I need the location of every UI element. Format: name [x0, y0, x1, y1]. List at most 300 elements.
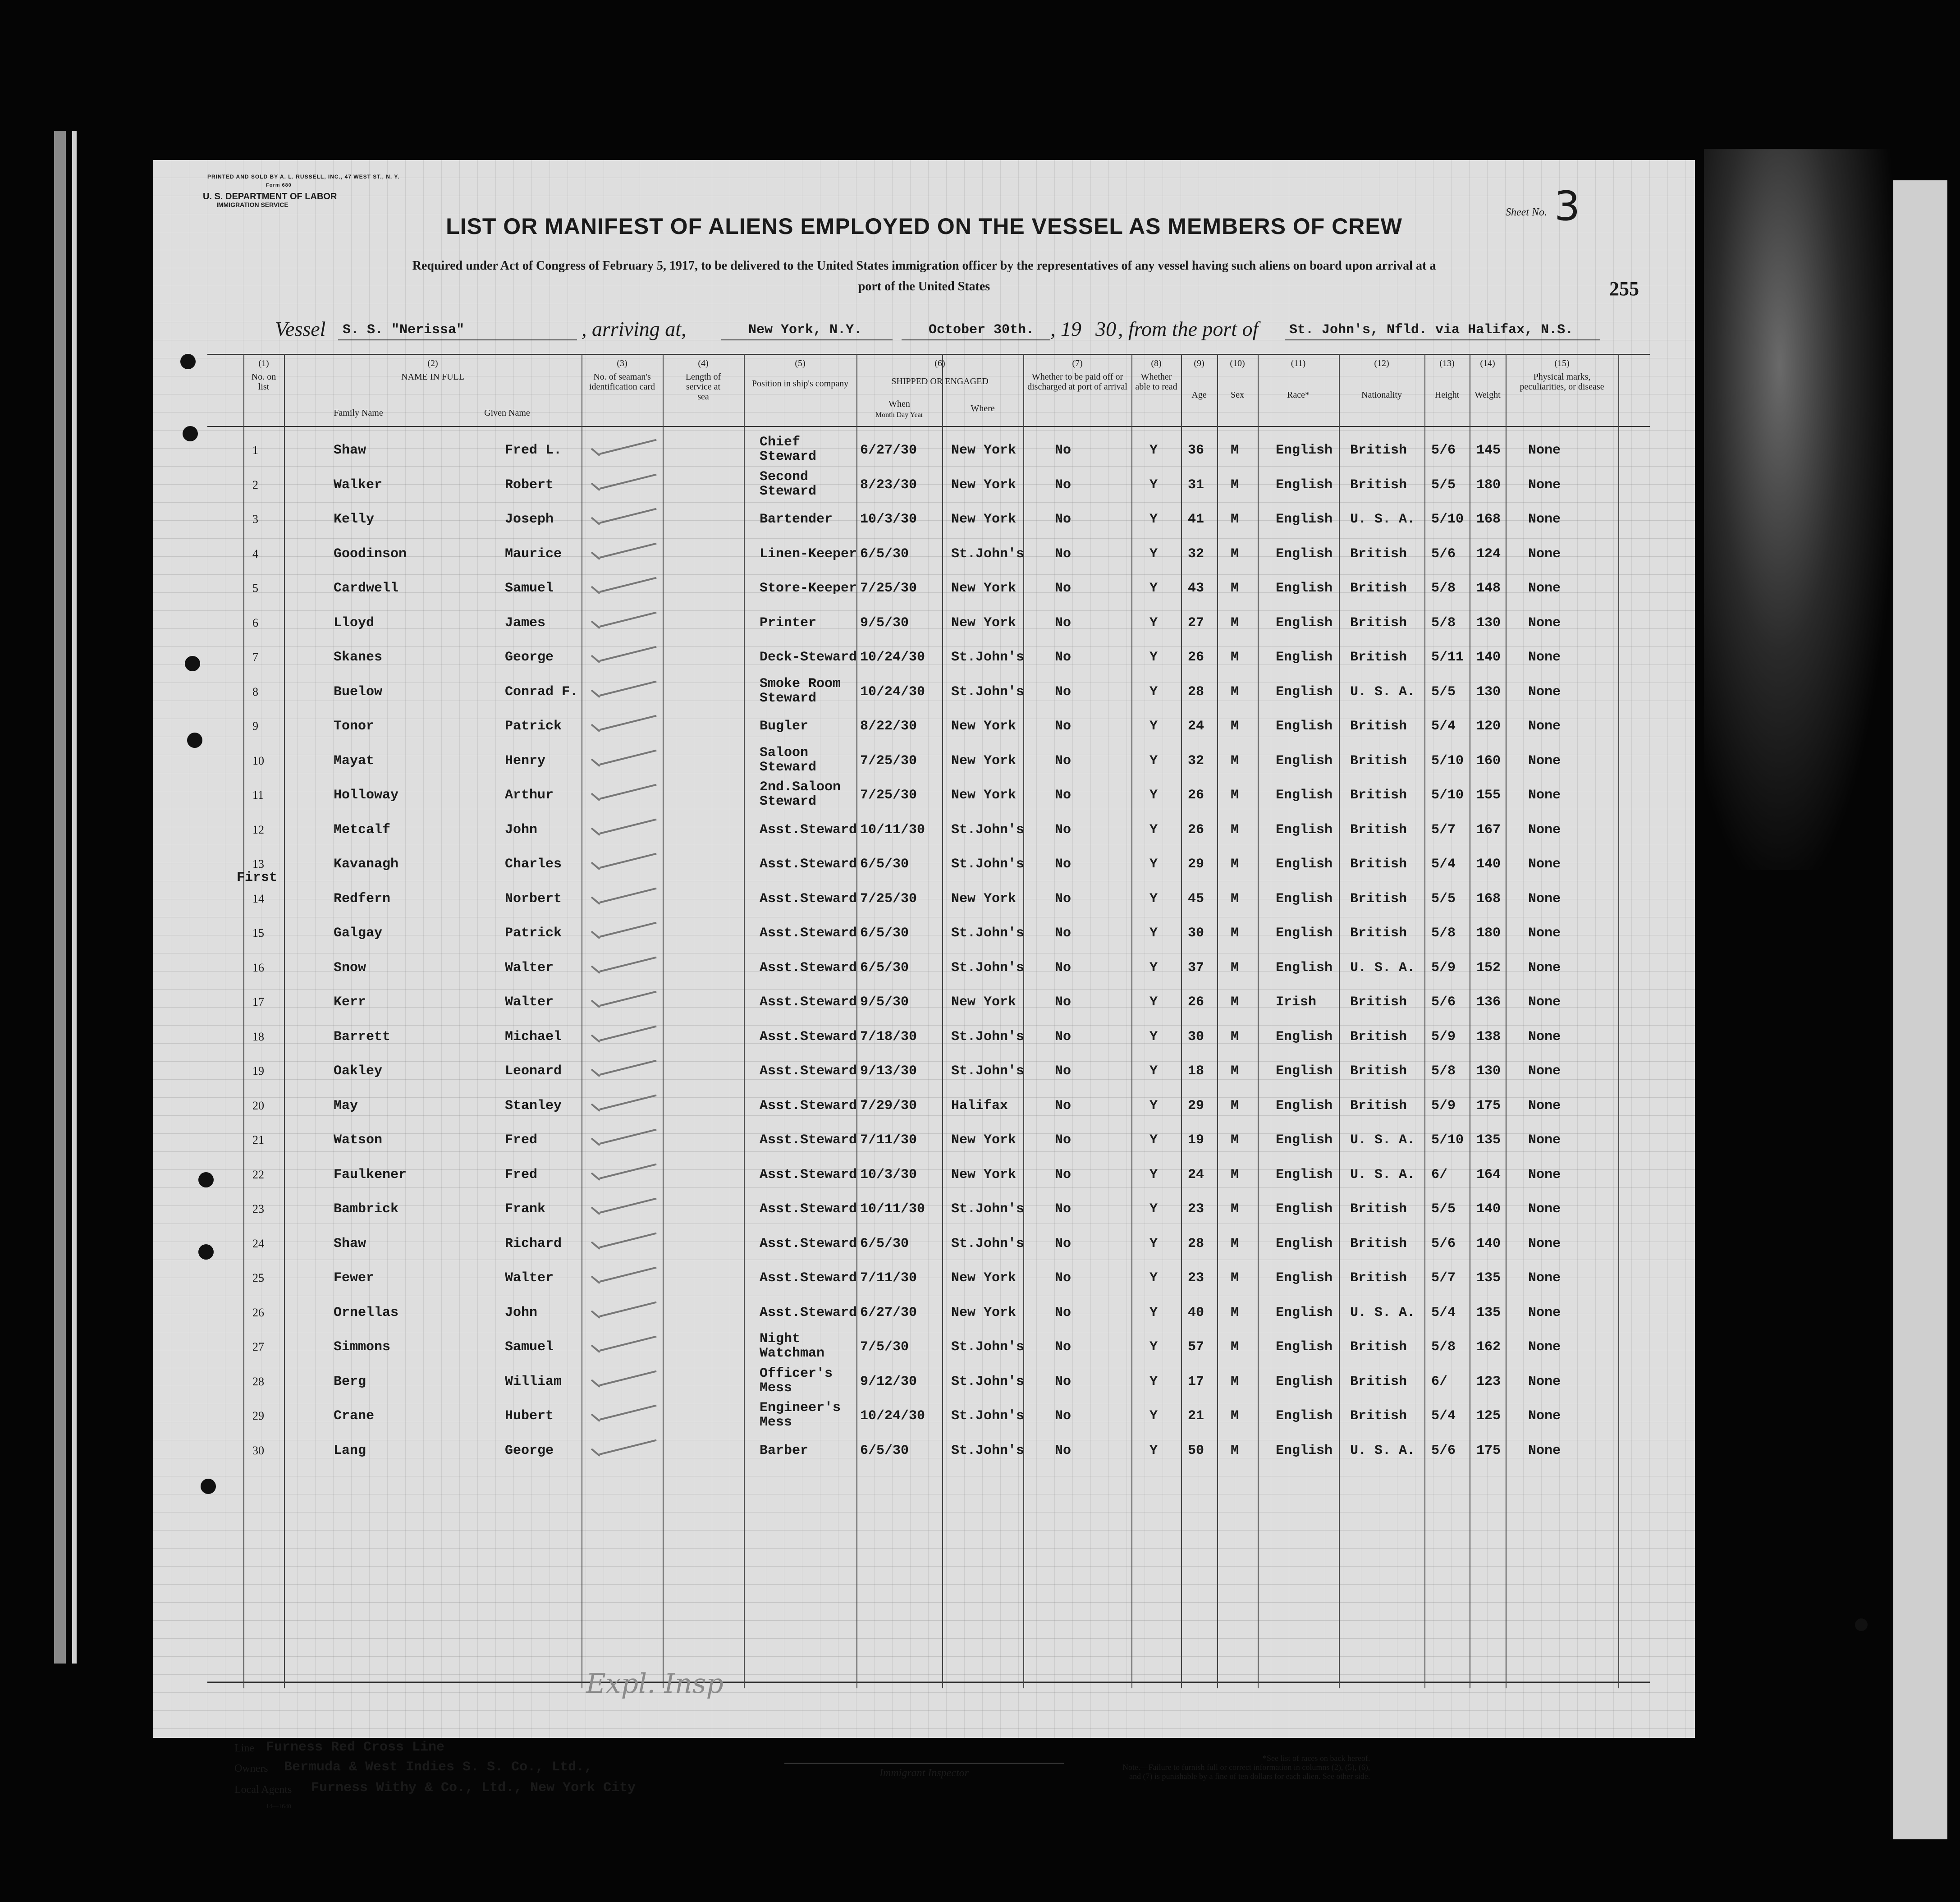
cell-read: Y [1149, 1236, 1158, 1251]
cell-height: 5/6 [1431, 1443, 1456, 1458]
check-mark [600, 715, 657, 731]
cell-read: Y [1149, 512, 1158, 527]
cell-nationality: U. S. A. [1350, 1132, 1415, 1148]
col14-label: Weight [1475, 390, 1501, 400]
cell-sex: M [1231, 926, 1239, 941]
cell-nationality: British [1350, 443, 1407, 458]
cell-read: Y [1149, 1098, 1158, 1114]
cell-read: Y [1149, 926, 1158, 941]
position-line: Asst.Steward [760, 1201, 857, 1217]
col4-number: (4) [698, 358, 709, 368]
cell-where: St.John's [951, 1236, 1025, 1251]
handwritten-annotation: Expl. Insp [586, 1668, 724, 1700]
check-mark-tick [591, 827, 600, 835]
position-line: Linen-Keeper [760, 546, 857, 562]
cell-when: 10/24/30 [860, 650, 925, 665]
cell-race: English [1276, 650, 1333, 665]
cell-position [760, 547, 857, 561]
cell-height: 5/7 [1431, 1270, 1456, 1286]
table-row [207, 1263, 1650, 1294]
cell-age: 32 [1188, 753, 1204, 769]
cell-marks: None [1528, 1443, 1561, 1458]
cell-given: Walter [505, 995, 554, 1010]
cell-weight: 140 [1476, 650, 1501, 665]
cell-given: Patrick [505, 719, 562, 734]
cell-weight: 140 [1476, 857, 1501, 872]
cell-where: New York [951, 477, 1017, 493]
cell-read: Y [1149, 822, 1158, 838]
cell-read: Y [1149, 1029, 1158, 1045]
cell-age: 26 [1188, 788, 1204, 803]
cell-family: Bambrick [334, 1201, 399, 1217]
cell-position [760, 857, 857, 871]
check-mark [600, 1336, 657, 1352]
cell-given: Samuel [505, 581, 554, 596]
cell-where: New York [951, 719, 1017, 734]
sheet-label: Sheet No. [1506, 206, 1547, 218]
cell-sex: M [1231, 891, 1239, 907]
table-bottom-rule [207, 1682, 1650, 1683]
check-mark [600, 508, 657, 524]
cell-nationality: British [1350, 926, 1407, 941]
cell-height: 5/11 [1431, 650, 1464, 665]
cell-paid: No [1055, 650, 1072, 665]
cell-no: 26 [252, 1306, 264, 1319]
cell-paid: No [1055, 443, 1072, 458]
cell-weight: 148 [1476, 581, 1501, 596]
check-mark-tick [591, 1448, 600, 1456]
cell-nationality: British [1350, 1201, 1407, 1217]
cell-height: 5/4 [1431, 1408, 1456, 1424]
cell-position [760, 1168, 857, 1182]
cell-given: Walter [505, 1270, 554, 1286]
cell-paid: No [1055, 1167, 1072, 1182]
cell-family: Cardwell [334, 581, 399, 596]
cell-position [760, 512, 833, 527]
check-mark [600, 542, 657, 558]
position-line: Barber [760, 1443, 809, 1458]
position-line: Steward [760, 449, 817, 464]
cell-where: St.John's [951, 1374, 1025, 1389]
cell-position [760, 1099, 857, 1113]
cell-paid: No [1055, 512, 1072, 527]
col5-number: (5) [795, 358, 806, 368]
page-number: 255 [1609, 278, 1639, 300]
cell-nationality: British [1350, 995, 1407, 1010]
col7-label: Whether to be paid off or discharged at port of arrival [1027, 372, 1127, 392]
punch-hole [187, 733, 202, 748]
cell-sex: M [1231, 822, 1239, 838]
note-races: *See list of races on back hereof. [1262, 1754, 1370, 1763]
cell-when: 9/5/30 [860, 615, 909, 631]
cell-marks: None [1528, 960, 1561, 976]
cell-sex: M [1231, 512, 1239, 527]
arriving-label: , arriving at, [582, 317, 687, 340]
cell-no: 28 [252, 1375, 264, 1388]
cell-paid: No [1055, 926, 1072, 941]
cell-height: 5/8 [1431, 1339, 1456, 1355]
crew-table [207, 354, 1650, 1688]
cell-sex: M [1231, 857, 1239, 872]
cell-sex: M [1231, 995, 1239, 1010]
cell-when: 10/3/30 [860, 512, 917, 527]
header-rule [207, 426, 1650, 427]
cell-height: 6/ [1431, 1374, 1448, 1389]
cell-marks: None [1528, 1374, 1561, 1389]
form-code: 14—1640 [266, 1803, 291, 1810]
cell-height: 5/9 [1431, 960, 1456, 976]
cell-marks: None [1528, 1029, 1561, 1045]
check-mark-tick [591, 862, 600, 870]
cell-read: Y [1149, 546, 1158, 562]
position-line: 2nd.Saloon [760, 779, 841, 795]
cell-where: New York [951, 995, 1017, 1010]
check-mark-tick [591, 1103, 600, 1111]
check-mark-tick [591, 1310, 600, 1318]
position-line: Engineer's [760, 1400, 841, 1416]
cell-weight: 130 [1476, 1063, 1501, 1079]
cell-no: 14 [252, 892, 264, 905]
vessel-label: Vessel [275, 317, 326, 340]
cell-paid: No [1055, 719, 1072, 734]
check-mark-tick [591, 896, 600, 904]
cell-race: English [1276, 615, 1333, 631]
cell-when: 6/5/30 [860, 546, 909, 562]
col6-when: When [888, 399, 910, 409]
cell-read: Y [1149, 443, 1158, 458]
cell-family: Simmons [334, 1339, 391, 1355]
cell-height: 5/4 [1431, 857, 1456, 872]
cell-family: Walker [334, 477, 383, 493]
cell-nationality: British [1350, 615, 1407, 631]
cell-position [760, 1366, 833, 1395]
cell-read: Y [1149, 995, 1158, 1010]
position-line: Second [760, 469, 809, 485]
col12-number: (12) [1374, 358, 1389, 368]
check-mark-tick [591, 482, 600, 490]
cell-given: Hubert [505, 1408, 554, 1424]
cell-family: Watson [334, 1132, 383, 1148]
cell-marks: None [1528, 719, 1561, 734]
cell-position [760, 616, 816, 630]
cell-when: 9/12/30 [860, 1374, 917, 1389]
check-mark [600, 956, 657, 972]
cell-no: 6 [252, 616, 258, 629]
department-heading [203, 192, 337, 209]
cell-weight: 135 [1476, 1132, 1501, 1148]
cell-position [760, 1064, 857, 1078]
cell-sex: M [1231, 615, 1239, 631]
cell-race: English [1276, 1408, 1333, 1424]
col2-number: (2) [427, 358, 438, 368]
cell-race: English [1276, 960, 1333, 976]
cell-paid: No [1055, 1236, 1072, 1251]
form-number: Form 680 [266, 183, 292, 188]
cell-given: John [505, 822, 538, 838]
position-line: Steward [760, 759, 817, 775]
cell-family: Ornellas [334, 1305, 399, 1320]
cell-sex: M [1231, 1132, 1239, 1148]
cell-family: Faulkener [334, 1167, 407, 1182]
cell-when: 10/24/30 [860, 684, 925, 700]
cell-sex: M [1231, 1270, 1239, 1286]
cell-family: Oakley [334, 1063, 383, 1079]
page-title: LIST OR MANIFEST OF ALIENS EMPLOYED ON THE VESSEL AS MEMBERS OF CREW [446, 214, 1402, 239]
cell-when: 7/29/30 [860, 1098, 917, 1114]
cell-marks: None [1528, 1167, 1561, 1182]
cell-height: 5/4 [1431, 1305, 1456, 1320]
cell-paid: No [1055, 615, 1072, 631]
check-mark [600, 577, 657, 593]
col6-label: SHIPPED OR ENGAGED [891, 376, 989, 386]
check-mark-tick [591, 758, 600, 766]
cell-sex: M [1231, 650, 1239, 665]
cell-marks: None [1528, 926, 1561, 941]
cell-given: Fred [505, 1132, 538, 1148]
cell-sex: M [1231, 1063, 1239, 1079]
cell-no: 17 [252, 995, 264, 1008]
col5-label: Position in ship's company [751, 379, 849, 389]
cell-no: 29 [252, 1409, 264, 1422]
cell-read: Y [1149, 1305, 1158, 1320]
cell-age: 32 [1188, 546, 1204, 562]
cell-marks: None [1528, 615, 1561, 631]
cell-when: 7/25/30 [860, 891, 917, 907]
cell-when: 6/5/30 [860, 960, 909, 976]
cell-paid: No [1055, 684, 1072, 700]
table-row [207, 1056, 1650, 1087]
departure-port: St. John's, Nfld. via Halifax, N.S. [1289, 322, 1574, 338]
cell-sex: M [1231, 477, 1239, 493]
cell-age: 30 [1188, 1029, 1204, 1045]
cell-no: 1 [252, 444, 258, 457]
table-row [207, 504, 1650, 536]
note-penalty-cont: and (7) is punishable by a fine of ten dollars for each alien. See other side. [1129, 1772, 1370, 1781]
cell-race: English [1276, 926, 1333, 941]
check-mark [600, 853, 657, 869]
cell-where: St.John's [951, 684, 1025, 700]
table-row [207, 815, 1650, 846]
position-line: Asst.Steward [760, 995, 857, 1010]
cell-paid: No [1055, 1305, 1072, 1320]
cell-read: Y [1149, 1132, 1158, 1148]
cell-height: 5/9 [1431, 1098, 1456, 1114]
cell-family: Barrett [334, 1029, 391, 1045]
cell-where: Halifax [951, 1098, 1008, 1114]
cell-no: 18 [252, 1030, 264, 1043]
cell-weight: 123 [1476, 1374, 1501, 1389]
table-row [207, 1332, 1650, 1363]
cell-paid: No [1055, 546, 1072, 562]
check-mark-tick [591, 724, 600, 732]
cell-age: 30 [1188, 926, 1204, 941]
cell-position [760, 926, 857, 940]
cell-given: Joseph [505, 512, 554, 527]
position-line: Asst.Steward [760, 1132, 857, 1148]
cell-no: 9 [252, 720, 258, 733]
table-row [207, 1435, 1650, 1467]
cell-height: 5/8 [1431, 926, 1456, 941]
check-mark-tick [591, 793, 600, 801]
check-mark-tick [591, 1241, 600, 1249]
check-mark-tick [591, 1275, 600, 1283]
manifest-page [153, 160, 1695, 1810]
check-mark [600, 1405, 657, 1421]
cell-age: 45 [1188, 891, 1204, 907]
position-line: Steward [760, 794, 817, 809]
cell-where: St.John's [951, 1408, 1025, 1424]
cell-age: 21 [1188, 1408, 1204, 1424]
cell-age: 50 [1188, 1443, 1204, 1458]
check-mark [600, 439, 657, 455]
position-line: Smoke Room [760, 676, 841, 692]
cell-paid: No [1055, 1443, 1072, 1458]
table-row [207, 1366, 1650, 1398]
cell-where: St.John's [951, 857, 1025, 872]
col4-label: Length of service at sea [685, 372, 721, 402]
col13-label: Height [1434, 390, 1460, 400]
position-line: Deck-Steward [760, 650, 857, 665]
owners-label: Owners [234, 1763, 268, 1774]
adjacent-page-strip [1893, 180, 1947, 1839]
cell-when: 6/5/30 [860, 926, 909, 941]
position-line: Mess [760, 1380, 792, 1396]
table-row [207, 711, 1650, 742]
cell-weight: 152 [1476, 960, 1501, 976]
cell-family: Galgay [334, 926, 383, 941]
cell-weight: 164 [1476, 1167, 1501, 1182]
cell-position [760, 1030, 857, 1044]
cell-no: 15 [252, 926, 264, 940]
cell-nationality: British [1350, 857, 1407, 872]
cell-when: 6/5/30 [860, 1443, 909, 1458]
col13-number: (13) [1439, 358, 1455, 368]
cell-family: Shaw [334, 1236, 366, 1251]
position-line: Asst.Steward [760, 1029, 857, 1045]
cell-family: Snow [334, 960, 366, 976]
cell-given: Charles [505, 857, 562, 872]
cell-height: 5/8 [1431, 615, 1456, 631]
cell-when: 9/5/30 [860, 995, 909, 1010]
cell-marks: None [1528, 1098, 1561, 1114]
cell-family: Mayat [334, 753, 375, 769]
cell-sex: M [1231, 443, 1239, 458]
cell-nationality: British [1350, 1098, 1407, 1114]
cell-weight: 168 [1476, 891, 1501, 907]
cell-sex: M [1231, 1029, 1239, 1045]
cell-paid: No [1055, 1063, 1072, 1079]
cell-where: St.John's [951, 1063, 1025, 1079]
col6-number: (6) [934, 358, 945, 368]
cell-read: Y [1149, 1374, 1158, 1389]
cell-nationality: U. S. A. [1350, 684, 1415, 700]
cell-when: 7/25/30 [860, 581, 917, 596]
cell-sex: M [1231, 1374, 1239, 1389]
cell-race: English [1276, 1167, 1333, 1182]
cell-paid: No [1055, 753, 1072, 769]
table-row [207, 1022, 1650, 1053]
col15-label: Physical marks, peculiarities, or disease [1520, 372, 1604, 392]
cell-age: 29 [1188, 1098, 1204, 1114]
cell-where: New York [951, 581, 1017, 596]
position-line: Saloon [760, 745, 809, 761]
cell-height: 5/9 [1431, 1029, 1456, 1045]
table-row [207, 1401, 1650, 1432]
table-row [207, 1125, 1650, 1156]
cell-no: 8 [252, 685, 258, 698]
cell-given: James [505, 615, 546, 631]
check-mark-tick [591, 1206, 600, 1215]
position-line: Night [760, 1331, 801, 1347]
check-mark-tick [591, 1068, 600, 1077]
check-mark-tick [591, 689, 600, 697]
cell-nationality: British [1350, 822, 1407, 838]
col10-label: Sex [1231, 390, 1244, 400]
position-line: Asst.Steward [760, 1236, 857, 1251]
cell-height: 5/5 [1431, 684, 1456, 700]
check-mark-tick [591, 448, 600, 456]
cell-when: 7/5/30 [860, 1339, 909, 1355]
check-mark-tick [591, 620, 600, 628]
check-mark [600, 784, 657, 800]
cell-no: 22 [252, 1168, 264, 1181]
cell-nationality: British [1350, 891, 1407, 907]
cell-when: 9/13/30 [860, 1063, 917, 1079]
cell-position [760, 1306, 857, 1320]
position-line: Officer's [760, 1366, 833, 1381]
cell-age: 57 [1188, 1339, 1204, 1355]
table-row [207, 849, 1650, 880]
cell-family: Holloway [334, 788, 399, 803]
cell-age: 24 [1188, 1167, 1204, 1182]
cell-race: English [1276, 1029, 1333, 1045]
table-row [207, 780, 1650, 811]
cell-position [760, 650, 857, 665]
cell-age: 23 [1188, 1201, 1204, 1217]
check-mark-tick [591, 1137, 600, 1146]
cell-read: Y [1149, 1063, 1158, 1079]
position-line: Asst.Steward [760, 1098, 857, 1114]
cell-sex: M [1231, 1201, 1239, 1217]
cell-weight: 180 [1476, 926, 1501, 941]
cell-weight: 124 [1476, 546, 1501, 562]
cell-family: Lang [334, 1443, 366, 1458]
table-top-rule [207, 354, 1650, 355]
cell-when: 7/11/30 [860, 1270, 917, 1286]
cell-age: 29 [1188, 857, 1204, 872]
cell-no: 27 [252, 1340, 264, 1353]
cell-read: Y [1149, 1339, 1158, 1355]
cell-given: Henry [505, 753, 546, 769]
cell-no: 25 [252, 1271, 264, 1284]
cell-sex: M [1231, 1408, 1239, 1424]
first-class-note: First [237, 870, 278, 885]
check-mark [600, 611, 657, 627]
cell-family: Skanes [334, 650, 383, 665]
cell-race: English [1276, 581, 1333, 596]
cell-when: 6/27/30 [860, 443, 917, 458]
inspector-signature-line: Immigrant Inspector [784, 1763, 1064, 1779]
cell-no: 23 [252, 1202, 264, 1215]
punch-hole [1855, 1618, 1868, 1631]
cell-race: English [1276, 753, 1333, 769]
check-mark-tick [591, 586, 600, 594]
cell-height: 5/5 [1431, 477, 1456, 493]
cell-position [760, 470, 816, 499]
cell-marks: None [1528, 684, 1561, 700]
cell-height: 5/5 [1431, 891, 1456, 907]
cell-race: English [1276, 1339, 1333, 1355]
